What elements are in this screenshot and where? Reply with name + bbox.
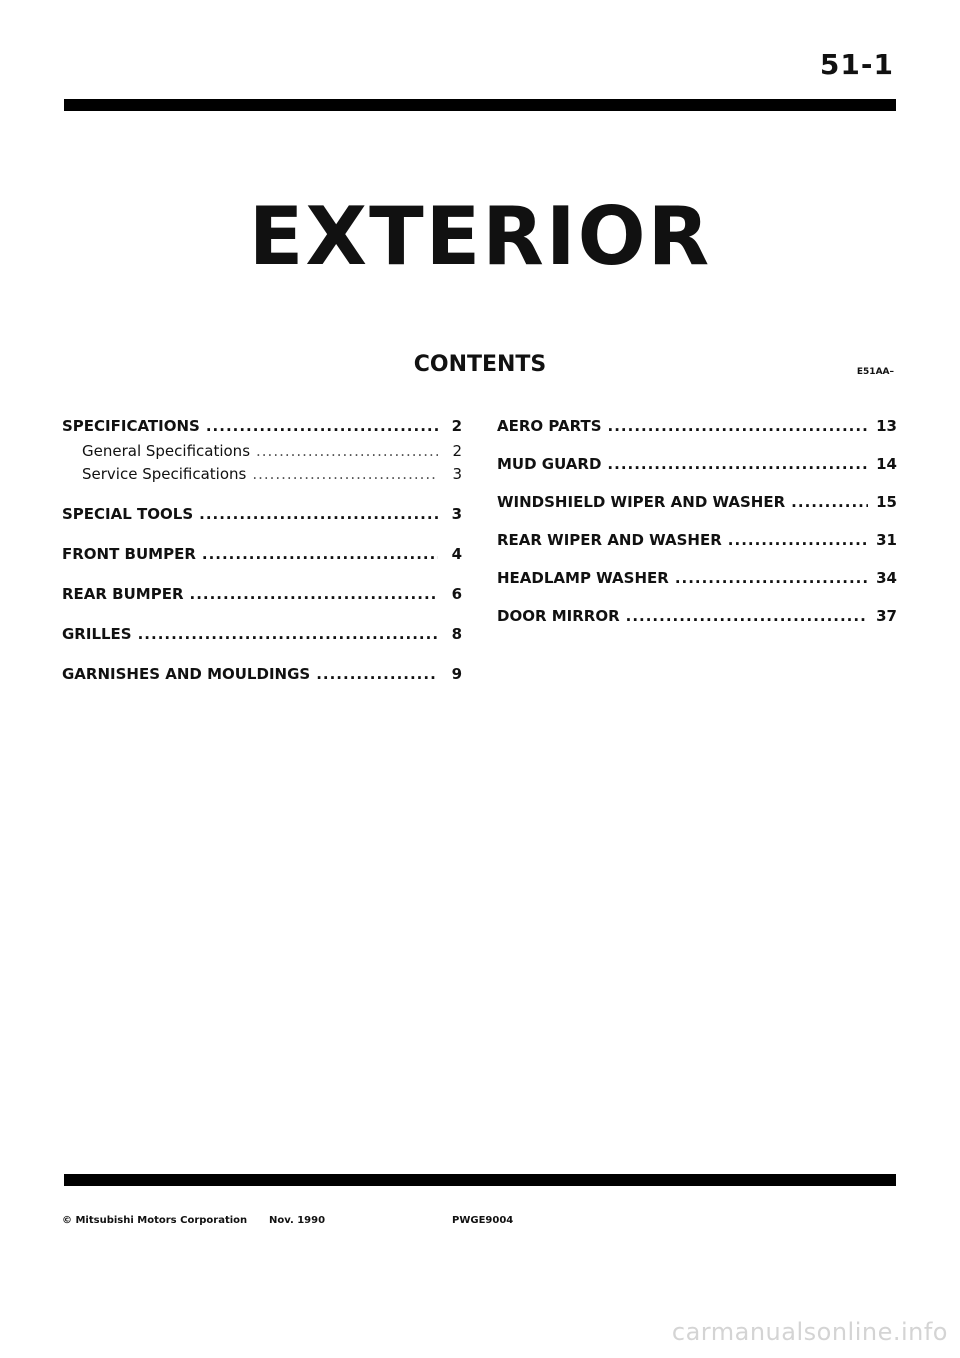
toc-entry-rear-wiper-and-washer[interactable]	[497, 528, 897, 552]
toc-entry-rear-bumper[interactable]	[62, 582, 462, 606]
contents-heading: CONTENTS	[413, 352, 547, 377]
toc-entry-label: WINDSHIELD WIPER AND WASHER	[497, 493, 786, 511]
footer-date: Nov. 1990	[269, 1215, 326, 1226]
dot-leader	[138, 622, 438, 646]
toc-entry-page: 37	[876, 607, 897, 625]
toc-entry-label: General Specifications	[82, 442, 251, 460]
doc-code: E51AA–	[856, 367, 894, 377]
toc-entry-page: 6	[451, 585, 462, 603]
dot-leader	[607, 452, 868, 476]
toc-entry-headlamp-washer[interactable]	[497, 566, 897, 590]
dot-leader	[728, 528, 868, 552]
toc-entry-label: FRONT BUMPER	[62, 545, 196, 563]
header-rule	[64, 99, 896, 111]
toc-entry-front-bumper[interactable]	[62, 542, 462, 566]
toc-entry-label: SPECIAL TOOLS	[62, 505, 194, 523]
toc-right-column	[497, 414, 897, 628]
toc-entry-grilles[interactable]	[62, 622, 462, 646]
dot-leader	[675, 566, 868, 590]
toc-entry-page: 31	[876, 531, 897, 549]
toc-entry-page: 8	[451, 625, 462, 643]
toc-entry-label: REAR WIPER AND WASHER	[497, 531, 722, 549]
toc-entry-label: GARNISHES AND MOULDINGS	[62, 665, 311, 683]
toc-left-column	[62, 414, 462, 686]
footer-rule	[64, 1174, 896, 1186]
dot-leader	[316, 662, 438, 686]
toc-entry-label: REAR BUMPER	[62, 585, 184, 603]
toc-entry-page: 13	[876, 417, 897, 435]
toc-entry-service-specifications[interactable]	[62, 463, 462, 486]
footer-code: PWGE9004	[452, 1215, 514, 1226]
page-number: 51-1	[819, 48, 894, 81]
toc-entry-mud-guard[interactable]	[497, 452, 897, 476]
toc-entry-specifications[interactable]	[62, 414, 462, 438]
toc-entry-windshield-wiper-and-washer[interactable]	[497, 490, 897, 514]
dot-leader	[608, 414, 869, 438]
dot-leader	[626, 604, 868, 628]
dot-leader	[199, 502, 438, 526]
toc-entry-page: 15	[876, 493, 897, 511]
toc-entry-label: SPECIFICATIONS	[62, 417, 200, 435]
toc-entry-page: 4	[451, 545, 462, 563]
toc-entry-aero-parts[interactable]	[497, 414, 897, 438]
dot-leader	[202, 542, 438, 566]
toc-entry-label: HEADLAMP WASHER	[497, 569, 669, 587]
toc-entry-label: GRILLES	[62, 625, 132, 643]
toc-entry-general-specifications[interactable]	[62, 440, 462, 463]
toc-entry-page: 14	[876, 455, 897, 473]
toc-entry-garnishes-and-mouldings[interactable]	[62, 662, 462, 686]
toc-entry-label: Service Specifications	[82, 465, 247, 483]
toc-entry-special-tools[interactable]	[62, 502, 462, 526]
dot-leader	[256, 440, 438, 463]
toc-entry-page: 9	[451, 665, 462, 683]
toc-entry-page: 2	[451, 417, 462, 435]
toc-entry-page: 2	[452, 442, 462, 460]
toc-entry-page: 3	[452, 465, 462, 483]
dot-leader	[252, 463, 438, 486]
toc-entry-label: DOOR MIRROR	[497, 607, 620, 625]
watermark: carmanualsonline.info	[671, 1318, 948, 1346]
toc-entry-page: 34	[876, 569, 897, 587]
footer-copyright: © Mitsubishi Motors Corporation	[62, 1215, 248, 1226]
toc-entry-page: 3	[451, 505, 462, 523]
dot-leader	[791, 490, 868, 514]
page-title: EXTERIOR	[248, 190, 712, 283]
dot-leader	[206, 414, 438, 438]
toc-entry-label: AERO PARTS	[497, 417, 602, 435]
toc-entry-label: MUD GUARD	[497, 455, 602, 473]
dot-leader	[190, 582, 438, 606]
toc-entry-door-mirror[interactable]	[497, 604, 897, 628]
